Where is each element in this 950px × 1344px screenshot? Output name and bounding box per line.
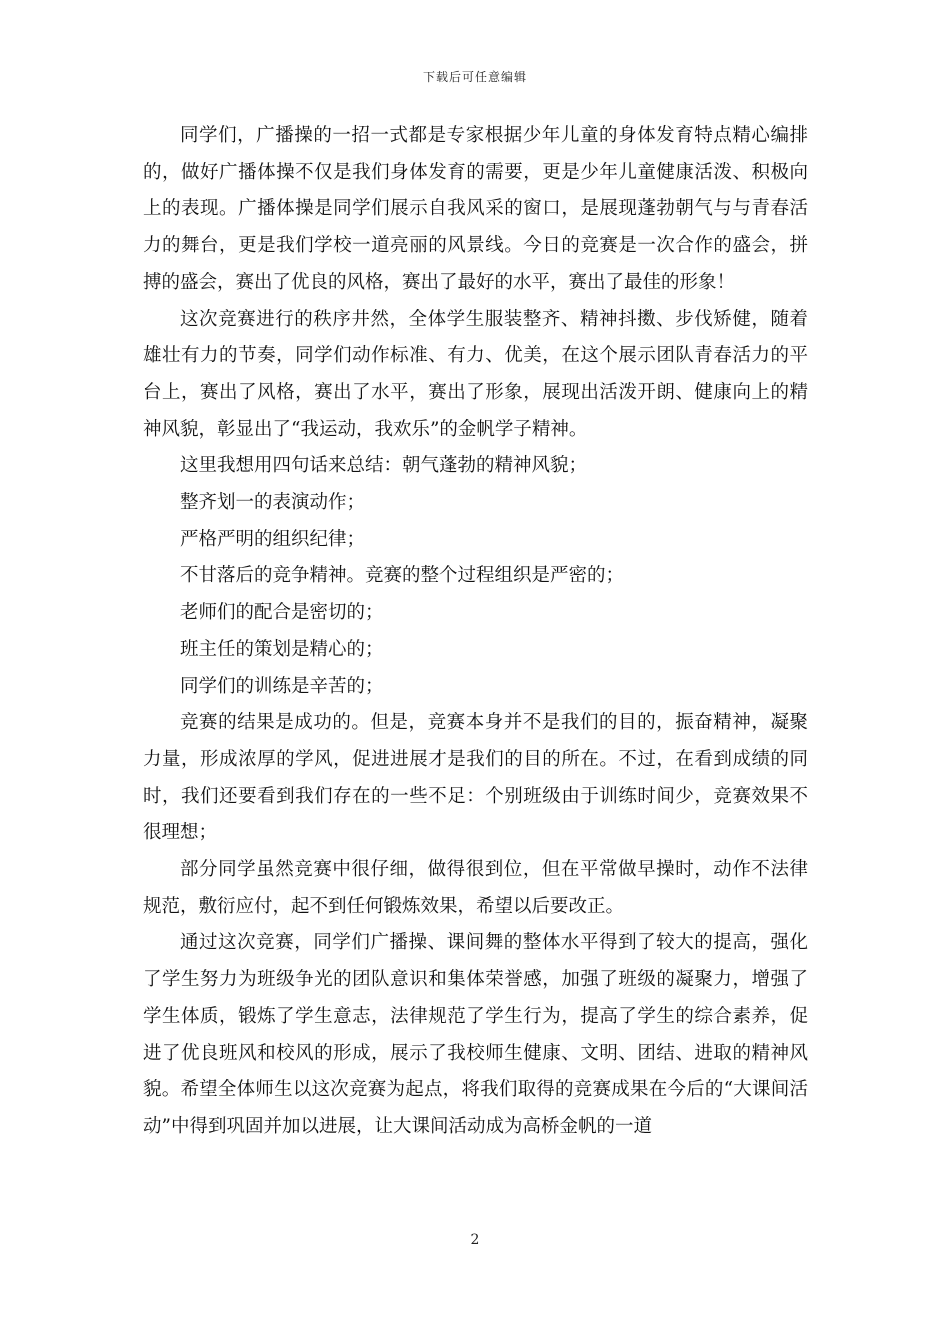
paragraph: 部分同学虽然竞赛中很仔细，做得很到位，但在平常做早操时，动作不法律规范，敷衍应付，起不到任何锻炼效果，希望以后要改正。 xyxy=(143,859,808,917)
page-number: 2 xyxy=(470,1232,480,1248)
summary-line: 严格严明的组织纪律； xyxy=(180,528,366,550)
summary-line: 班主任的策划是精心的； xyxy=(180,638,384,660)
summary-line: 同学们的训练是辛苦的； xyxy=(180,675,384,697)
paragraph: 这次竞赛进行的秩序井然，全体学生服装整齐、精神抖擞、步伐矫健，随着雄壮有力的节奏，同学们动作标准、有力、优美，在这个展示团队青春活力的平台上，赛出了风格，赛出了水平，赛出了形象，展现出活泼开朗、健康向上的精神风貌，彰显出了“我运动，我欢乐”的金帆学子精神。 xyxy=(143,308,808,440)
paragraph: 通过这次竞赛，同学们广播操、课间舞的整体水平得到了较大的提高，强化了学生努力为班级争光的团队意识和集体荣誉感，加强了班级的凝聚力，增强了学生体质，锻炼了学生意志，法律规范了学生行为，提高了学生的综合素养，促进了优良班风和校风的形成，展示了我校师生健康、文明、团结、进取的精神风貌。希望全体师生以这次竞赛为起点，将我们取得的竞赛成果在今后的“大课间活动”中得到巩固并加以进展，让大课间活动成为高桥金帆的一道 xyxy=(143,932,808,1137)
summary-line: 老师们的配合是密切的； xyxy=(180,602,384,624)
summary-line: 这里我想用四句话来总结：朝气蓬勃的精神风貌； xyxy=(180,455,588,477)
page-header: 下载后可任意编辑 xyxy=(422,70,527,84)
summary-line: 不甘落后的竞争精神。竞赛的整个过程组织是严密的； xyxy=(180,565,625,587)
document-body xyxy=(143,118,808,1146)
paragraph: 竞赛的结果是成功的。但是，竞赛本身并不是我们的目的，振奋精神，凝聚力量，形成浓厚的学风，促进进展才是我们的目的所在。不过，在看到成绩的同时，我们还要看到我们存在的一些不足：个别班级由于训练时间少，竞赛效果不很理想； xyxy=(143,712,808,844)
paragraph: 同学们，广播操的一招一式都是专家根据少年儿童的身体发育特点精心编排的，做好广播体操不仅是我们身体发育的需要，更是少年儿童健康活泼、积极向上的表现。广播体操是同学们展示自我风采的窗口，是展现蓬勃朝气与与青春活力的舞台，更是我们学校一道亮丽的风景线。今日的竞赛是一次合作的盛会，拼搏的盛会，赛出了优良的风格，赛出了最好的水平，赛出了最佳的形象！ xyxy=(143,125,808,293)
summary-line: 整齐划一的表演动作； xyxy=(180,492,366,514)
